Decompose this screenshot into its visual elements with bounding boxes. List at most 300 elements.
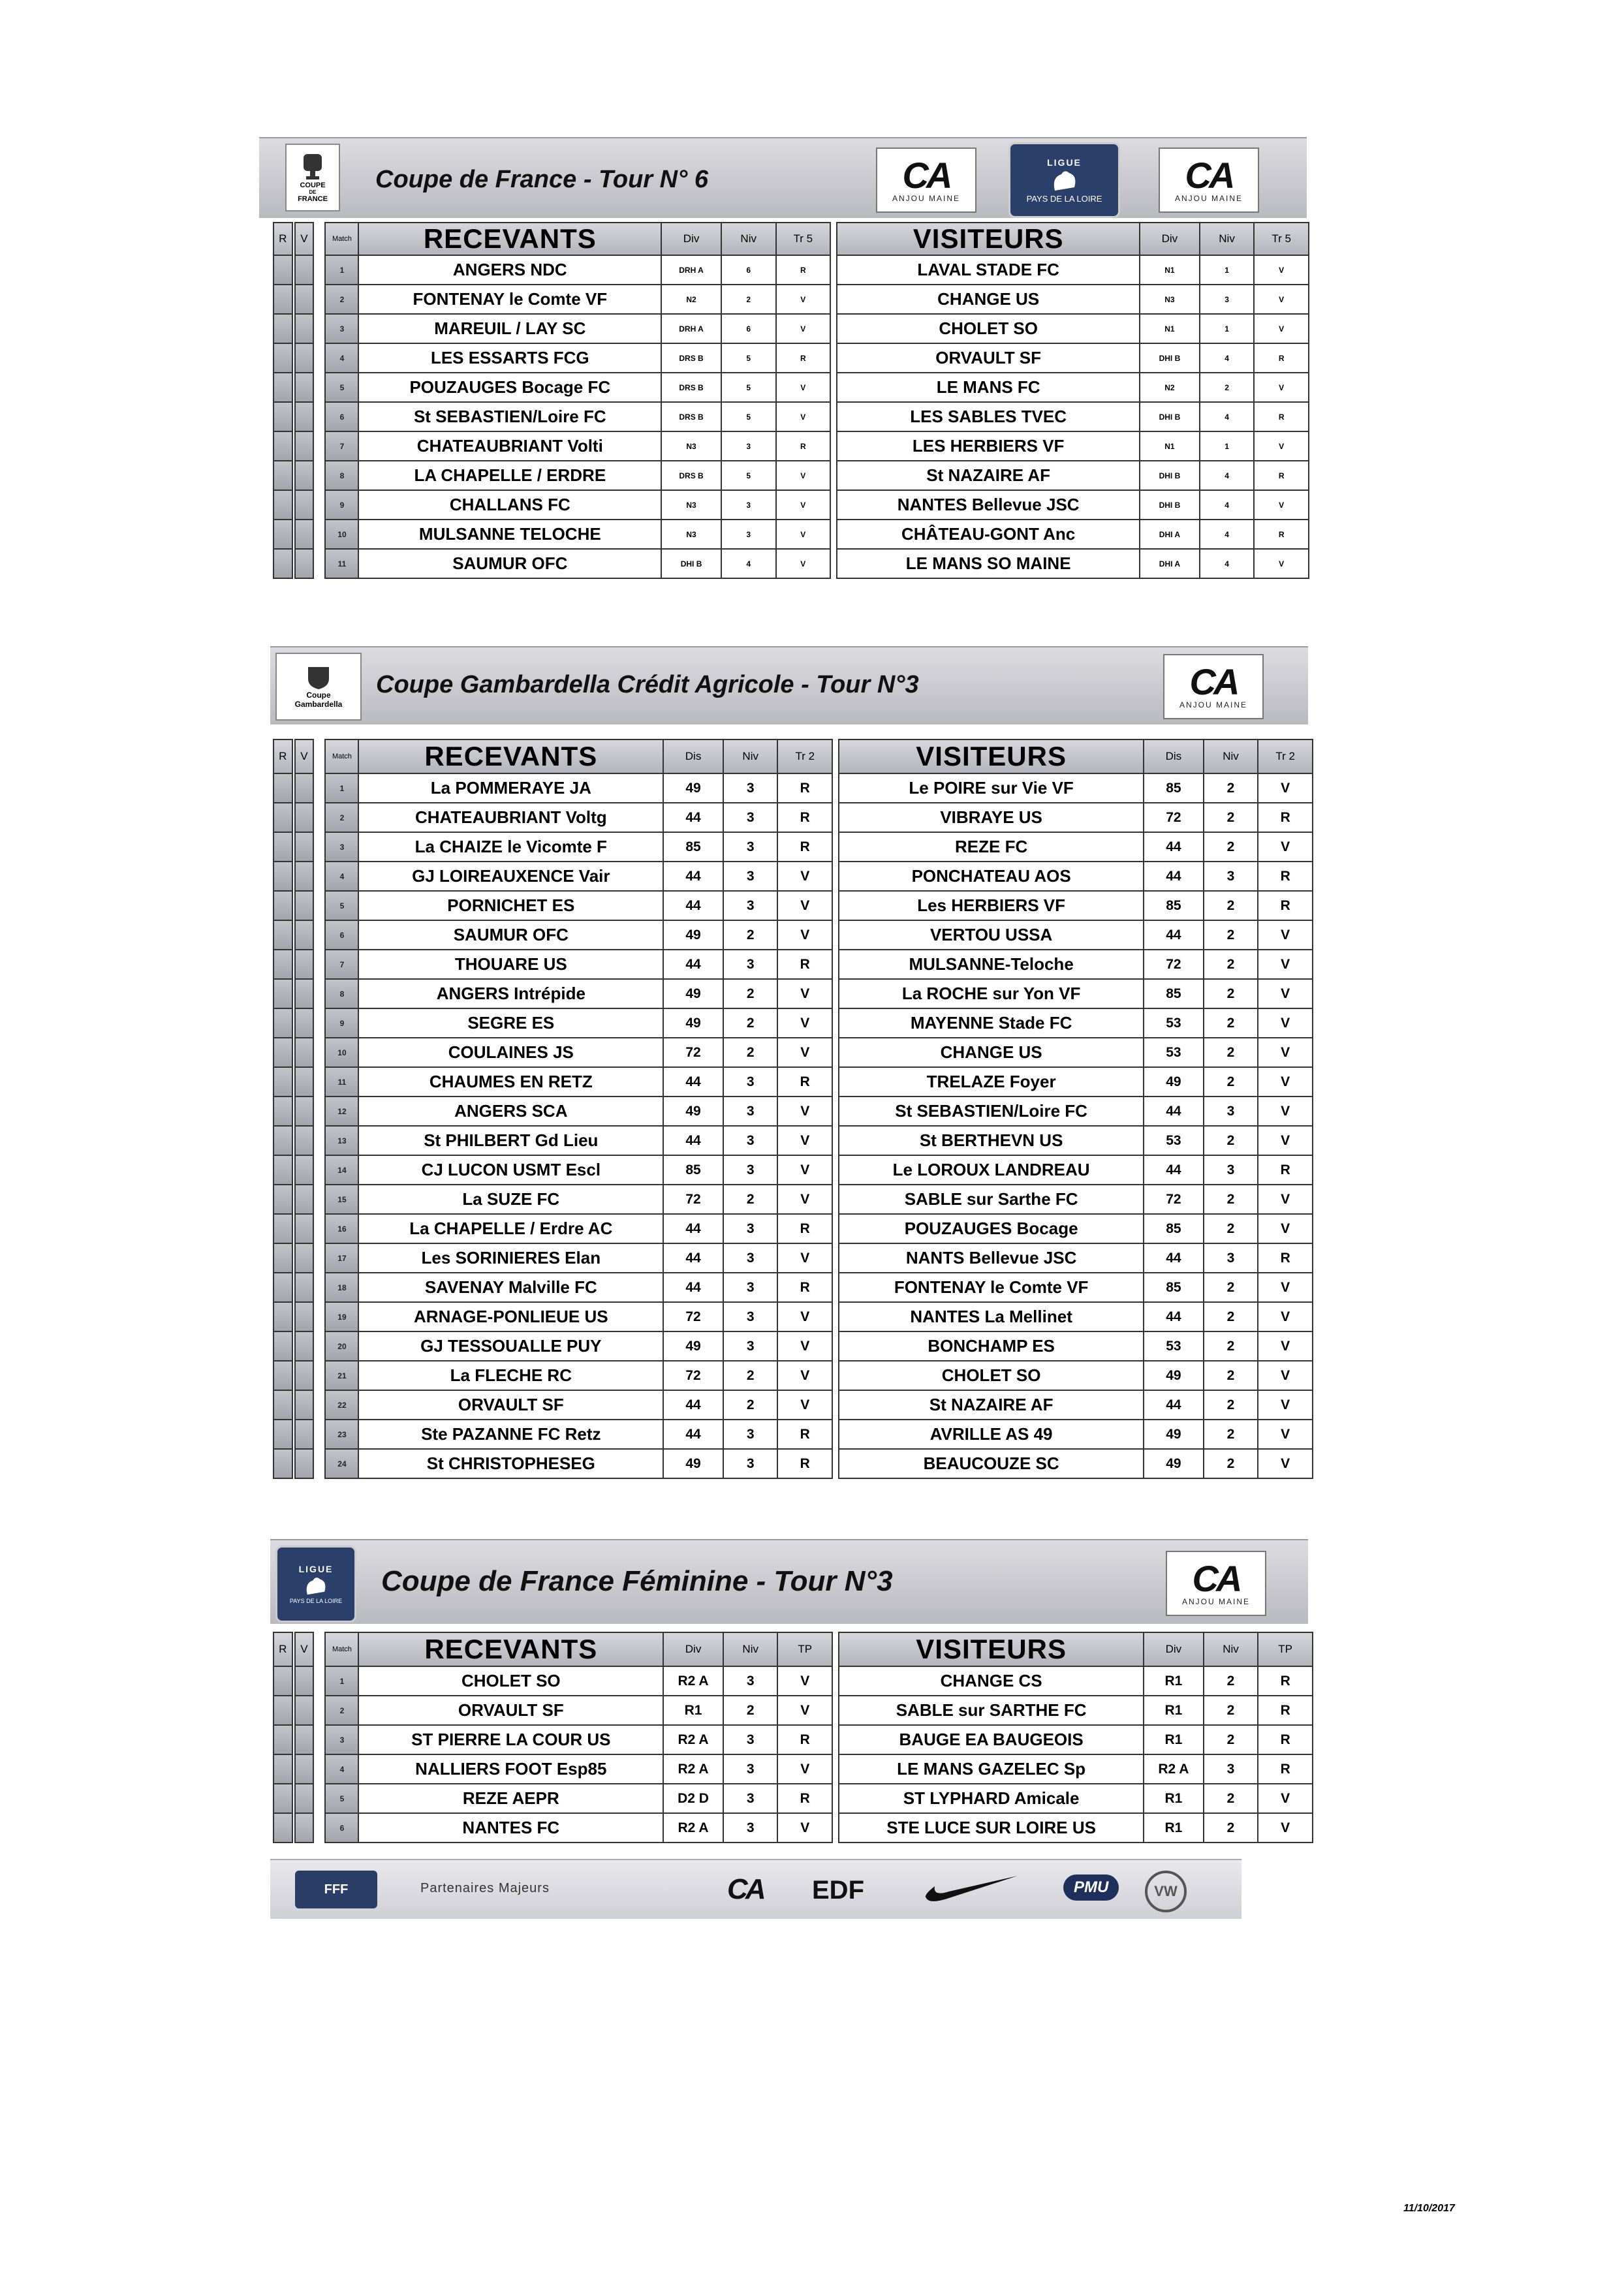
home-team: ANGERS NDC (358, 255, 661, 285)
ligue-f-mid: PAYS DE LA LOIRE (289, 1598, 343, 1604)
home-niv: 3 (721, 431, 776, 461)
home-team: ORVAULT SF (358, 1696, 663, 1725)
table-row (273, 1126, 1313, 1155)
home-tr: V (777, 920, 832, 950)
match-number: 3 (325, 1725, 358, 1754)
match-number: 9 (325, 490, 358, 520)
col-match: Match (325, 223, 358, 255)
section2-title: Coupe Gambardella Crédit Agricole - Tour N°3 (376, 671, 919, 698)
away-team: VIBRAYE US (839, 803, 1144, 832)
home-tr: R (777, 773, 832, 803)
away-tr: R (1258, 1754, 1313, 1784)
home-team: SAUMUR OFC (358, 920, 663, 950)
away-team: St NAZAIRE AF (837, 461, 1140, 490)
col-recevants: RECEVANTS (358, 739, 663, 773)
home-team: ARNAGE-PONLIEUE US (358, 1302, 663, 1331)
r-marker (273, 1784, 292, 1813)
away-niv: 2 (1204, 832, 1258, 862)
table-row (273, 1666, 1313, 1696)
away-niv: 3 (1204, 1097, 1258, 1126)
home-div: 44 (663, 1126, 723, 1155)
vw-text: VW (1154, 1883, 1178, 1899)
table-row (273, 431, 1309, 461)
col-v: V (295, 1632, 314, 1666)
away-niv: 2 (1200, 373, 1255, 402)
away-div: 53 (1144, 1038, 1204, 1067)
col-niv: Niv (721, 223, 776, 255)
ca-sub-2: ANJOU MAINE (1174, 194, 1243, 203)
col-r: R (273, 223, 292, 255)
r-marker (273, 343, 292, 373)
v-marker (295, 1696, 314, 1725)
away-niv: 2 (1204, 1420, 1258, 1449)
away-tr: V (1254, 431, 1309, 461)
home-niv: 2 (721, 285, 776, 314)
away-div: R1 (1144, 1813, 1204, 1843)
home-niv: 4 (721, 549, 776, 578)
r-marker (273, 373, 292, 402)
home-niv: 5 (721, 373, 776, 402)
away-niv: 2 (1204, 1725, 1258, 1754)
away-tr: V (1254, 490, 1309, 520)
away-team: BONCHAMP ES (839, 1331, 1144, 1361)
away-team: ST LYPHARD Amicale (839, 1784, 1144, 1813)
home-niv: 5 (721, 343, 776, 373)
match-number: 24 (325, 1449, 358, 1478)
table-row (273, 1155, 1313, 1185)
v-marker (295, 402, 314, 431)
v-marker (295, 1273, 314, 1302)
away-tr: R (1254, 520, 1309, 549)
home-niv: 6 (721, 314, 776, 343)
v-marker (295, 1390, 314, 1420)
home-div: 85 (663, 832, 723, 862)
home-team: MAREUIL / LAY SC (358, 314, 661, 343)
away-team: LE MANS FC (837, 373, 1140, 402)
away-niv: 2 (1204, 1696, 1258, 1725)
table-row (273, 832, 1313, 862)
home-niv: 2 (723, 1696, 778, 1725)
away-tr: R (1258, 1725, 1313, 1754)
away-tr: V (1258, 1420, 1313, 1449)
home-team: SAVENAY Malville FC (358, 1273, 663, 1302)
away-tr: V (1258, 1273, 1313, 1302)
v-marker (295, 1008, 314, 1038)
away-niv: 1 (1200, 255, 1255, 285)
v-marker (295, 1420, 314, 1449)
v-marker (295, 832, 314, 862)
away-div: R1 (1144, 1784, 1204, 1813)
away-team: BAUGE EA BAUGEOIS (839, 1725, 1144, 1754)
ligue-mid: PAYS DE LA LOIRE (1026, 193, 1102, 204)
away-team: Les HERBIERS VF (839, 891, 1144, 920)
home-niv: 2 (723, 1390, 778, 1420)
table-row (273, 891, 1313, 920)
away-tr: V (1258, 832, 1313, 862)
shield-icon (305, 664, 332, 691)
away-tr: R (1258, 1155, 1313, 1185)
col-match: Match (325, 1632, 358, 1666)
home-div: DRS B (661, 343, 721, 373)
home-div: 49 (663, 979, 723, 1008)
r-marker (273, 1243, 292, 1273)
away-div: 85 (1144, 773, 1204, 803)
away-div: N1 (1140, 314, 1200, 343)
match-number: 22 (325, 1390, 358, 1420)
sponsor-ca-logo: CA (727, 1873, 764, 1905)
away-team: LES SABLES TVEC (837, 402, 1140, 431)
ligue-logo-feminine (275, 1546, 356, 1623)
section1-table (273, 222, 1309, 579)
home-tr: V (777, 1696, 832, 1725)
col-tr2: TP (1258, 1632, 1313, 1666)
v-marker (295, 1126, 314, 1155)
away-div: 44 (1144, 1243, 1204, 1273)
table-row (273, 343, 1309, 373)
col-tr: Tr 2 (777, 739, 832, 773)
r-marker (273, 1097, 292, 1126)
v-marker (295, 920, 314, 950)
away-team: Le LOROUX LANDREAU (839, 1155, 1144, 1185)
match-number: 3 (325, 832, 358, 862)
v-marker (295, 1185, 314, 1214)
away-team: POUZAUGES Bocage (839, 1214, 1144, 1243)
table-row (273, 1696, 1313, 1725)
away-niv: 4 (1200, 490, 1255, 520)
r-marker (273, 490, 292, 520)
away-niv: 2 (1204, 1331, 1258, 1361)
away-niv: 2 (1204, 891, 1258, 920)
col-match: Match (325, 739, 358, 773)
match-number: 3 (325, 314, 358, 343)
home-team: POUZAUGES Bocage FC (358, 373, 661, 402)
away-tr: V (1258, 1185, 1313, 1214)
col-div2: Div (1140, 223, 1200, 255)
col-visiteurs: VISITEURS (839, 739, 1144, 773)
home-tr: V (776, 520, 831, 549)
r-marker (273, 1331, 292, 1361)
home-div: 49 (663, 1008, 723, 1038)
home-team: GJ LOIREAUXENCE Vair (358, 862, 663, 891)
away-niv: 2 (1204, 1390, 1258, 1420)
r-marker (273, 1390, 292, 1420)
ca-sub: ANJOU MAINE (892, 194, 960, 203)
match-number: 4 (325, 343, 358, 373)
r-marker (273, 1273, 292, 1302)
home-niv: 5 (721, 461, 776, 490)
away-team: AVRILLE AS 49 (839, 1420, 1144, 1449)
away-tr: R (1254, 402, 1309, 431)
away-team: MAYENNE Stade FC (839, 1008, 1144, 1038)
away-div: 72 (1144, 803, 1204, 832)
away-div: 53 (1144, 1126, 1204, 1155)
col-r: R (273, 739, 292, 773)
away-tr: V (1258, 1449, 1313, 1478)
away-tr: V (1258, 1361, 1313, 1390)
home-team: La POMMERAYE JA (358, 773, 663, 803)
v-marker (295, 803, 314, 832)
v-marker (295, 1302, 314, 1331)
home-div: 72 (663, 1038, 723, 1067)
away-team: NANTES La Mellinet (839, 1302, 1144, 1331)
away-niv: 4 (1200, 461, 1255, 490)
section3-title: Coupe de France Féminine - Tour N°3 (381, 1565, 893, 1597)
r-marker (273, 314, 292, 343)
home-niv: 5 (721, 402, 776, 431)
home-niv: 3 (723, 1449, 778, 1478)
home-div: 44 (663, 950, 723, 979)
away-div: 85 (1144, 891, 1204, 920)
swoosh-icon (923, 1872, 1021, 1905)
table-row (273, 803, 1313, 832)
away-div: DHI B (1140, 343, 1200, 373)
v-marker (295, 1067, 314, 1097)
table-row (273, 373, 1309, 402)
logo-line2: DE (309, 189, 317, 195)
r-marker (273, 461, 292, 490)
match-number: 12 (325, 1097, 358, 1126)
ca-mark-2: CA (1185, 155, 1233, 196)
away-tr: V (1258, 1008, 1313, 1038)
match-number: 7 (325, 950, 358, 979)
table-row (273, 1038, 1313, 1067)
table-row (273, 1214, 1313, 1243)
home-niv: 3 (723, 862, 778, 891)
away-div: 44 (1144, 1390, 1204, 1420)
away-niv: 2 (1204, 979, 1258, 1008)
ca-mark-3: CA (1189, 661, 1238, 702)
home-team: St SEBASTIEN/Loire FC (358, 402, 661, 431)
home-niv: 3 (721, 490, 776, 520)
table-row (273, 1185, 1313, 1214)
home-niv: 3 (723, 1666, 778, 1696)
away-div: 49 (1144, 1067, 1204, 1097)
home-niv: 2 (723, 1185, 778, 1214)
table-row (273, 549, 1309, 578)
col-tr2: Tr 5 (1254, 223, 1309, 255)
section3-banner (270, 1539, 1308, 1624)
home-tr: V (776, 490, 831, 520)
away-team: Le POIRE sur Vie VF (839, 773, 1144, 803)
home-tr: R (777, 803, 832, 832)
r-marker (273, 832, 292, 862)
away-tr: V (1258, 950, 1313, 979)
partners-footer (270, 1859, 1241, 1919)
match-number: 9 (325, 1008, 358, 1038)
r-marker (273, 1038, 292, 1067)
away-niv: 2 (1204, 1185, 1258, 1214)
away-div: 53 (1144, 1331, 1204, 1361)
home-tr: V (777, 1666, 832, 1696)
ligue-top: LIGUE (1047, 157, 1082, 168)
col-r: R (273, 1632, 292, 1666)
table-row (273, 520, 1309, 549)
away-niv: 4 (1200, 343, 1255, 373)
logo-line1: COUPE (300, 181, 326, 189)
col-div: Dis (663, 739, 723, 773)
away-team: REZE FC (839, 832, 1144, 862)
home-team: PORNICHET ES (358, 891, 663, 920)
match-number: 17 (325, 1243, 358, 1273)
col-v: V (295, 223, 314, 255)
home-niv: 3 (723, 1331, 778, 1361)
home-team: CHATEAUBRIANT Voltg (358, 803, 663, 832)
home-div: N3 (661, 520, 721, 549)
trophy-icon (300, 153, 326, 181)
away-tr: R (1258, 1243, 1313, 1273)
away-team: TRELAZE Foyer (839, 1067, 1144, 1097)
away-niv: 2 (1204, 773, 1258, 803)
away-tr: V (1258, 1390, 1313, 1420)
match-number: 6 (325, 920, 358, 950)
r-marker (273, 1008, 292, 1038)
v-marker (295, 314, 314, 343)
r-marker (273, 920, 292, 950)
match-number: 13 (325, 1126, 358, 1155)
match-number: 2 (325, 1696, 358, 1725)
rooster-icon (1048, 168, 1081, 194)
col-niv: Niv (723, 739, 778, 773)
table-row (273, 1302, 1313, 1331)
home-div: 44 (663, 1420, 723, 1449)
coupe-de-france-logo (285, 144, 340, 211)
home-tr: R (777, 950, 832, 979)
col-tr2: Tr 2 (1258, 739, 1313, 773)
home-tr: V (776, 549, 831, 578)
col-visiteurs: VISITEURS (839, 1632, 1144, 1666)
match-number: 2 (325, 803, 358, 832)
home-div: 72 (663, 1361, 723, 1390)
home-niv: 3 (723, 1754, 778, 1784)
away-team: St SEBASTIEN/Loire FC (839, 1097, 1144, 1126)
home-div: 44 (663, 803, 723, 832)
home-team: ANGERS Intrépide (358, 979, 663, 1008)
v-marker (295, 1813, 314, 1843)
home-team: LES ESSARTS FCG (358, 343, 661, 373)
home-niv: 3 (723, 1067, 778, 1097)
away-tr: R (1258, 1666, 1313, 1696)
v-marker (295, 373, 314, 402)
home-div: 49 (663, 1331, 723, 1361)
away-team: NANTS Bellevue JSC (839, 1243, 1144, 1273)
home-tr: V (777, 1813, 832, 1843)
home-tr: V (777, 1361, 832, 1390)
home-niv: 2 (723, 920, 778, 950)
table-row (273, 979, 1313, 1008)
partners-label: Partenaires Majeurs (420, 1881, 550, 1895)
match-number: 1 (325, 255, 358, 285)
col-niv: Niv (723, 1632, 778, 1666)
table-row (273, 1273, 1313, 1302)
r-marker (273, 1126, 292, 1155)
away-team: CHOLET SO (837, 314, 1140, 343)
home-team: THOUARE US (358, 950, 663, 979)
col-recevants: RECEVANTS (358, 223, 661, 255)
match-number: 4 (325, 1754, 358, 1784)
away-div: R1 (1144, 1666, 1204, 1696)
v-marker (295, 891, 314, 920)
home-tr: V (777, 1155, 832, 1185)
v-marker (295, 1214, 314, 1243)
home-team: MULSANNE TELOCHE (358, 520, 661, 549)
match-number: 5 (325, 891, 358, 920)
r-marker (273, 862, 292, 891)
home-div: N3 (661, 490, 721, 520)
v-marker (295, 285, 314, 314)
r-marker (273, 402, 292, 431)
r-marker (273, 1725, 292, 1754)
sponsor-edf-logo: EDF (812, 1876, 864, 1905)
home-team: ANGERS SCA (358, 1097, 663, 1126)
r-marker (273, 255, 292, 285)
col-niv2: Niv (1204, 1632, 1258, 1666)
home-niv: 3 (723, 1302, 778, 1331)
home-team: CJ LUCON USMT Escl (358, 1155, 663, 1185)
home-div: 44 (663, 1243, 723, 1273)
away-div: 85 (1144, 1214, 1204, 1243)
home-team: GJ TESSOUALLE PUY (358, 1331, 663, 1361)
v-marker (295, 773, 314, 803)
away-team: FONTENAY le Comte VF (839, 1273, 1144, 1302)
v-marker (295, 255, 314, 285)
home-div: 49 (663, 1097, 723, 1126)
home-tr: V (776, 285, 831, 314)
home-tr: R (777, 1273, 832, 1302)
table-row (273, 773, 1313, 803)
r-marker (273, 1813, 292, 1843)
table-row (273, 1361, 1313, 1390)
home-team: La FLECHE RC (358, 1361, 663, 1390)
home-tr: V (777, 1302, 832, 1331)
home-tr: R (777, 1420, 832, 1449)
home-team: La CHAPELLE / Erdre AC (358, 1214, 663, 1243)
home-niv: 3 (723, 1155, 778, 1185)
home-niv: 3 (723, 891, 778, 920)
home-team: La SUZE FC (358, 1185, 663, 1214)
match-number: 2 (325, 285, 358, 314)
v-marker (295, 1155, 314, 1185)
away-niv: 4 (1200, 520, 1255, 549)
away-div: DHI B (1140, 402, 1200, 431)
home-tr: V (777, 891, 832, 920)
home-div: DRS B (661, 373, 721, 402)
away-div: 49 (1144, 1420, 1204, 1449)
match-number: 6 (325, 402, 358, 431)
col-div2: Div (1144, 1632, 1204, 1666)
away-div: 44 (1144, 1302, 1204, 1331)
table-row (273, 1243, 1313, 1273)
home-team: St PHILBERT Gd Lieu (358, 1126, 663, 1155)
section2-table (273, 739, 1313, 1479)
home-div: 44 (663, 1214, 723, 1243)
away-tr: V (1254, 285, 1309, 314)
v-marker (295, 950, 314, 979)
v-marker (295, 1361, 314, 1390)
sponsor-vw-logo (1145, 1871, 1187, 1912)
r-marker (273, 1214, 292, 1243)
away-team: CHANGE US (837, 285, 1140, 314)
home-div: 44 (663, 891, 723, 920)
col-div2: Dis (1144, 739, 1204, 773)
away-tr: V (1258, 920, 1313, 950)
away-div: R1 (1144, 1725, 1204, 1754)
away-team: MULSANNE-Teloche (839, 950, 1144, 979)
away-team: CHANGE US (839, 1038, 1144, 1067)
home-niv: 2 (723, 1038, 778, 1067)
away-tr: V (1258, 1302, 1313, 1331)
match-number: 19 (325, 1302, 358, 1331)
away-niv: 2 (1204, 1067, 1258, 1097)
